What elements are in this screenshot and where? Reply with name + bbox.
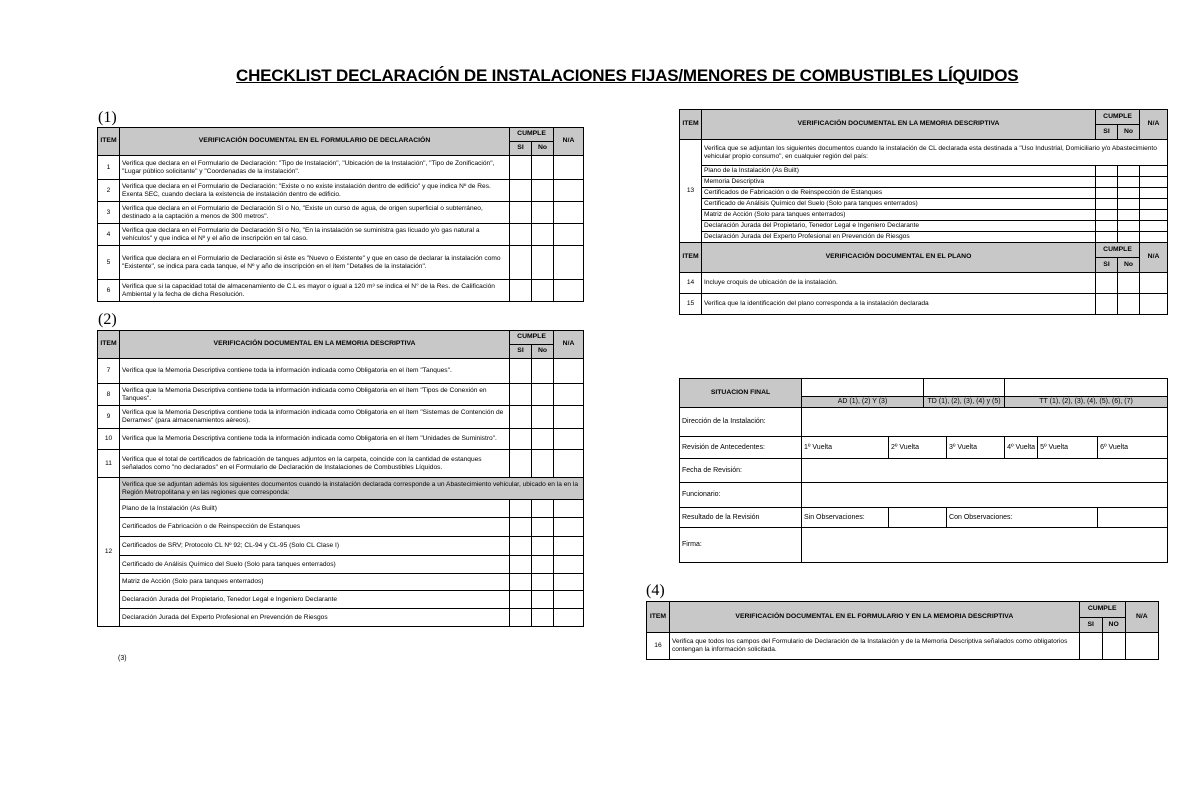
cumple-header: CUMPLE: [510, 128, 554, 142]
si-cell[interactable]: [510, 450, 532, 478]
no-cell[interactable]: [1118, 199, 1140, 210]
vuelta-4[interactable]: 4º Vuelta: [1005, 437, 1038, 459]
item-number: 15: [680, 294, 702, 315]
table-row: [98, 180, 584, 202]
no-cell[interactable]: [532, 537, 554, 556]
firma-field[interactable]: [802, 528, 1168, 563]
section-title: VERIFICACIÓN DOCUMENTAL EN LA MEMORIA DESCRIPTIVA: [120, 331, 510, 359]
cumple-header: CUMPLE: [1079, 602, 1125, 618]
situacion-final-table: [679, 378, 1168, 563]
group-tt-box[interactable]: [1005, 379, 1168, 397]
si-cell[interactable]: [510, 429, 532, 450]
na-cell[interactable]: [554, 537, 584, 556]
si-cell[interactable]: [510, 180, 532, 202]
no-cell[interactable]: [532, 156, 554, 180]
item-number: 16: [647, 633, 670, 660]
table-row: [680, 199, 1168, 210]
na-header: N/A: [1140, 110, 1168, 140]
sub-item-text: Declaración Jurada del Experto Profesional en Prevención de Riesgos: [120, 609, 510, 627]
item-text: Incluye croquis de ubicación de la instalación.: [702, 273, 1096, 294]
si-cell[interactable]: [1096, 232, 1118, 243]
si-cell[interactable]: [1096, 166, 1118, 177]
no-cell[interactable]: [1118, 294, 1140, 315]
vuelta-2[interactable]: 2º Vuelta: [889, 437, 947, 459]
no-cell[interactable]: [532, 574, 554, 591]
no-cell[interactable]: [1118, 177, 1140, 188]
na-cell[interactable]: [554, 609, 584, 627]
no-cell[interactable]: [532, 556, 554, 574]
table-row: [98, 156, 584, 180]
no-cell[interactable]: [1118, 188, 1140, 199]
table-row: [98, 450, 584, 478]
na-cell[interactable]: [554, 246, 584, 280]
footnote-marker-3: (3): [118, 655, 127, 662]
sub-item-text: Certificados de SRV; Protocolo CL Nº 92; CL-94 y CL-95 (Solo CL Clase I): [120, 537, 510, 556]
table-row: [680, 294, 1168, 315]
group-td-box[interactable]: [924, 379, 1005, 397]
no-cell[interactable]: [1118, 273, 1140, 294]
section-title: VERIFICACIÓN DOCUMENTAL EN LA MEMORIA DESCRIPTIVA: [702, 110, 1096, 140]
si-header: SI: [1096, 125, 1118, 140]
item-number: 9: [98, 406, 120, 429]
group-tt-label: TT (1), (2), (3), (4), (5), (6), (7): [1005, 397, 1168, 408]
item-text: Verifica que declara en el Formulario de Declaración Sí o No, "En la instalación se suministra gas licuado y/o gas natural a vehículos" y que indica el Nº y el año de inscripción en tal caso.: [120, 224, 510, 246]
item-text: Verifica que declara en el Formulario de Declaración: "Existe o no existe instalación dentro de edificio" y que indica Nº de Res. Exenta SEC, cuando declara la existencia de instalación dentro de edificio.: [120, 180, 510, 202]
na-cell[interactable]: [1140, 221, 1168, 232]
formulario-checklist-table: [97, 127, 584, 302]
vuelta-5[interactable]: 5º Vuelta: [1038, 437, 1098, 459]
na-cell[interactable]: [554, 591, 584, 609]
sin-observaciones-box[interactable]: [889, 508, 947, 528]
group-ad-box[interactable]: [802, 379, 924, 397]
item-text: Verifica que todos los campos del Formulario de Declaración de la Instalación y de la Memoria Descriptiva señalados como obligatorios contengan la información solicitada.: [669, 633, 1079, 660]
si-cell[interactable]: [510, 556, 532, 574]
si-cell[interactable]: [1096, 177, 1118, 188]
item-number: 2: [98, 180, 120, 202]
item-number: 13: [680, 140, 702, 243]
na-cell[interactable]: [554, 500, 584, 518]
no-cell[interactable]: [532, 202, 554, 224]
si-cell[interactable]: [1096, 221, 1118, 232]
si-cell[interactable]: [1096, 188, 1118, 199]
firma-label: Firma:: [680, 528, 802, 563]
direccion-label: Dirección de la Instalación:: [680, 408, 802, 437]
si-cell[interactable]: [510, 224, 532, 246]
no-cell[interactable]: [532, 384, 554, 406]
item-header: ITEM: [98, 128, 120, 156]
item-number: 3: [98, 202, 120, 224]
na-cell[interactable]: [1140, 199, 1168, 210]
item-text: Verifica que la Memoria Descriptiva contiene toda la información indicada como Obligatoria en el ítem "Tanques".: [120, 359, 510, 384]
sin-observaciones-label: Sin Observaciones:: [802, 508, 889, 528]
table-row: [98, 429, 584, 450]
item-number: 5: [98, 246, 120, 280]
no-cell[interactable]: [532, 406, 554, 429]
vuelta-6[interactable]: 6º Vuelta: [1098, 437, 1168, 459]
table-row: [98, 280, 584, 302]
no-header: No: [1118, 125, 1140, 140]
na-cell[interactable]: [554, 180, 584, 202]
vuelta-3[interactable]: 3º Vuelta: [947, 437, 1005, 459]
item-header: ITEM: [680, 243, 702, 273]
item-number: 7: [98, 359, 120, 384]
item-text: Verifica que la Memoria Descriptiva contiene toda la información indicada como Obligatoria en el ítem "Sistemas de Contención de Derrames" (para almacenamientos aéreos).: [120, 406, 510, 429]
no-cell[interactable]: [532, 518, 554, 537]
fecha-field[interactable]: [802, 459, 1168, 483]
si-cell[interactable]: [1096, 199, 1118, 210]
sub-item-text: Certificados de Fabricación o de Reinspección de Estanques: [120, 518, 510, 537]
sub-item-text: Matriz de Acción (Solo para tanques enterrados): [120, 574, 510, 591]
group-td-label: TD (1), (2), (3), (4) y (5): [924, 397, 1005, 408]
item-number: 10: [98, 429, 120, 450]
direccion-field[interactable]: [802, 408, 1168, 437]
formulario-memoria-table: [646, 601, 1159, 660]
no-cell[interactable]: [532, 280, 554, 302]
si-cell[interactable]: [510, 537, 532, 556]
item-number: 6: [98, 280, 120, 302]
sub-item-text: Declaración Jurada del Propietario, Tenedor Legal e Ingeniero Declarante: [120, 591, 510, 609]
table-row: [98, 359, 584, 384]
sub-item-text: Certificados de Fabricación o de Reinspección de Estanques: [702, 188, 1096, 199]
sub-item-text: Certificado de Análisis Químico del Suelo (Solo para tanques enterrados): [702, 199, 1096, 210]
si-header: SI: [1079, 618, 1102, 633]
item-text: Verifica que la identificación del plano corresponda a la instalación declarada: [702, 294, 1096, 315]
na-cell[interactable]: [554, 429, 584, 450]
na-cell[interactable]: [1140, 166, 1168, 177]
funcionario-label: Funcionario:: [680, 483, 802, 508]
si-cell[interactable]: [1096, 294, 1118, 315]
na-cell[interactable]: [1140, 177, 1168, 188]
no-cell[interactable]: [1118, 232, 1140, 243]
fecha-label: Fecha de Revisión:: [680, 459, 802, 483]
si-header: SI: [510, 142, 532, 156]
no-cell[interactable]: [532, 609, 554, 627]
item-number: 4: [98, 224, 120, 246]
si-cell[interactable]: [510, 591, 532, 609]
table-row: [680, 166, 1168, 177]
si-cell[interactable]: [510, 359, 532, 384]
na-cell[interactable]: [554, 280, 584, 302]
group-ad-label: AD (1), (2) Y (3): [802, 397, 924, 408]
table-row: [98, 406, 584, 429]
si-cell[interactable]: [510, 500, 532, 518]
si-cell[interactable]: [510, 574, 532, 591]
no-header: No: [532, 345, 554, 359]
na-cell[interactable]: [554, 359, 584, 384]
na-cell[interactable]: [1140, 273, 1168, 294]
si-cell[interactable]: [510, 280, 532, 302]
table-row: [98, 478, 584, 500]
na-cell[interactable]: [554, 384, 584, 406]
no-cell[interactable]: [532, 180, 554, 202]
item-text: Verifica que declara en el Formulario de Declaración si éste es "Nuevo o Existente" y que en caso de declarar la instalación como "Existente", se indica para cada tanque, el Nº y año de inscripción en el ítem "Detalles de la instalación".: [120, 246, 510, 280]
table-row: [98, 224, 584, 246]
table-row: [98, 537, 584, 556]
table-row: [680, 273, 1168, 294]
table-row: [98, 500, 584, 518]
na-header: N/A: [554, 331, 584, 359]
na-cell[interactable]: [554, 156, 584, 180]
sub-item-text: Plano de la Instalación (As Built): [120, 500, 510, 518]
si-cell[interactable]: [1079, 633, 1102, 660]
sub-item-text: Plano de la Instalación (As Built): [702, 166, 1096, 177]
si-header: SI: [1096, 258, 1118, 273]
situacion-final-title: SITUACION FINAL: [680, 379, 802, 408]
si-cell[interactable]: [510, 406, 532, 429]
na-cell[interactable]: [1140, 210, 1168, 221]
item-intro: Verifica que se adjuntan además los siguientes documentos cuando la instalación declarada corresponde a un Abastecimiento vehicular, ubicado en la en la Región Metropolitana y en las regiones que corresponda:: [120, 478, 584, 500]
table-row: [98, 246, 584, 280]
item-header: ITEM: [680, 110, 702, 140]
section-marker-1: (1): [98, 109, 117, 126]
table-row: [680, 210, 1168, 221]
table-row: [98, 518, 584, 537]
section-title: VERIFICACIÓN DOCUMENTAL EN EL FORMULARIO DE DECLARACIÓN: [120, 128, 510, 156]
na-cell[interactable]: [554, 518, 584, 537]
cumple-header: CUMPLE: [1096, 243, 1140, 258]
item-text: Verifica que si la capacidad total de almacenamiento de C.L es mayor o igual a 120 m³ se indica el N° de la Res. de Calificación Ambiental y la fecha de dicha Resolución.: [120, 280, 510, 302]
table-row: [680, 221, 1168, 232]
cumple-header: CUMPLE: [1096, 110, 1140, 125]
item-intro: Verifica que se adjuntan los siguientes documentos cuando la instalación de CL declarada esta destinada a "Uso Industrial, Domiciliario y/o Abastecimiento vehicular propio consumo", en cualquier región del país:: [702, 140, 1168, 166]
no-cell[interactable]: [532, 429, 554, 450]
table-row: [98, 574, 584, 591]
sub-item-text: Declaración Jurada del Experto Profesional en Prevención de Riesgos: [702, 232, 1096, 243]
item-text: Verifica que la Memoria Descriptiva contiene toda la información indicada como Obligatoria en el ítem "Unidades de Suministro".: [120, 429, 510, 450]
si-cell[interactable]: [1096, 273, 1118, 294]
item-number: 11: [98, 450, 120, 478]
no-cell[interactable]: [1118, 210, 1140, 221]
item-number: 12: [98, 478, 120, 627]
table-row: [680, 140, 1168, 166]
na-cell[interactable]: [554, 224, 584, 246]
no-header: No: [1118, 258, 1140, 273]
table-row: [680, 177, 1168, 188]
funcionario-field[interactable]: [802, 483, 1168, 508]
na-cell[interactable]: [1140, 232, 1168, 243]
no-cell[interactable]: [532, 224, 554, 246]
na-header: N/A: [554, 128, 584, 156]
item-text: Verifica que la Memoria Descriptiva contiene toda la información indicada como Obligatoria en el ítem "Tipos de Conexión en Tanques".: [120, 384, 510, 406]
na-cell[interactable]: [554, 202, 584, 224]
na-header: N/A: [1140, 243, 1168, 273]
item-header: ITEM: [98, 331, 120, 359]
item-text: Verifica que declara en el Formulario de Declaración: "Tipo de Instalación", "Ubicación de la Instalación", "Tipo de Zonificación", "Lugar público solicitante" y "Coordenadas de la instalación".: [120, 156, 510, 180]
item-text: Verifica que el total de certificados de fabricación de tanques adjuntos en la carpeta, coincide con la cantidad de estanques señalados como "no declarados" en el Formulario de Declaración de Instalaciones de Combustibles Líquidos.: [120, 450, 510, 478]
na-cell[interactable]: [554, 406, 584, 429]
con-observaciones-label: Con Observaciones:: [947, 508, 1098, 528]
resultado-label: Resultado de la Revisión: [680, 508, 802, 528]
no-cell[interactable]: [532, 359, 554, 384]
si-cell[interactable]: [510, 156, 532, 180]
si-header: SI: [510, 345, 532, 359]
page-title: CHECKLIST DECLARACIÓN DE INSTALACIONES FIJAS/MENORES DE COMBUSTIBLES LÍQUIDOS: [236, 66, 1019, 85]
item-number: 14: [680, 273, 702, 294]
na-cell[interactable]: [554, 574, 584, 591]
table-row: [680, 188, 1168, 199]
item-number: 8: [98, 384, 120, 406]
section-title: VERIFICACIÓN DOCUMENTAL EN EL FORMULARIO Y EN LA MEMORIA DESCRIPTIVA: [669, 602, 1079, 633]
na-cell[interactable]: [1140, 294, 1168, 315]
table-row: [98, 591, 584, 609]
item-header: ITEM: [647, 602, 670, 633]
no-header: No: [532, 142, 554, 156]
sub-item-text: Matriz de Acción (Solo para tanques enterrados): [702, 210, 1096, 221]
na-cell[interactable]: [554, 556, 584, 574]
table-row: [647, 633, 1159, 660]
vuelta-1[interactable]: 1º Vuelta: [802, 437, 889, 459]
si-cell[interactable]: [510, 518, 532, 537]
memoria-checklist-table: [97, 330, 584, 627]
table-row: [98, 384, 584, 406]
con-observaciones-box[interactable]: [1098, 508, 1168, 528]
no-cell[interactable]: [532, 591, 554, 609]
no-cell[interactable]: [1102, 633, 1125, 660]
na-cell[interactable]: [1125, 633, 1158, 660]
item-text: Verifica que declara en el Formulario de Declaración Sí o No, "Existe un curso de agua, de origen superficial o subterráneo, destinado a la captación a menos de 300 metros".: [120, 202, 510, 224]
sub-item-text: Declaración Jurada del Propietario, Tenedor Legal e Ingeniero Declarante: [702, 221, 1096, 232]
item-number: 1: [98, 156, 120, 180]
na-cell[interactable]: [1140, 188, 1168, 199]
sub-item-text: Certificado de Análisis Químico del Suelo (Solo para tanques enterrados): [120, 556, 510, 574]
section-title: VERIFICACIÓN DOCUMENTAL EN EL PLANO: [702, 243, 1096, 273]
si-cell[interactable]: [510, 384, 532, 406]
section-marker-4: (4): [646, 582, 665, 599]
si-cell[interactable]: [1096, 210, 1118, 221]
si-cell[interactable]: [510, 202, 532, 224]
no-cell[interactable]: [532, 500, 554, 518]
table-row: [98, 202, 584, 224]
no-cell[interactable]: [1118, 166, 1140, 177]
na-header: N/A: [1125, 602, 1158, 633]
na-cell[interactable]: [554, 450, 584, 478]
si-cell[interactable]: [510, 609, 532, 627]
table-row: [680, 232, 1168, 243]
no-cell[interactable]: [532, 246, 554, 280]
section-marker-2: (2): [98, 311, 117, 328]
si-cell[interactable]: [510, 246, 532, 280]
table-row: [98, 556, 584, 574]
cumple-header: CUMPLE: [510, 331, 554, 345]
sub-item-text: Memoria Descriptiva: [702, 177, 1096, 188]
no-header: NO: [1102, 618, 1125, 633]
no-cell[interactable]: [1118, 221, 1140, 232]
no-cell[interactable]: [532, 450, 554, 478]
revision-label: Revisión de Antecedentes:: [680, 437, 802, 459]
table-row: [98, 609, 584, 627]
memoria-documentos-table: [679, 109, 1168, 315]
